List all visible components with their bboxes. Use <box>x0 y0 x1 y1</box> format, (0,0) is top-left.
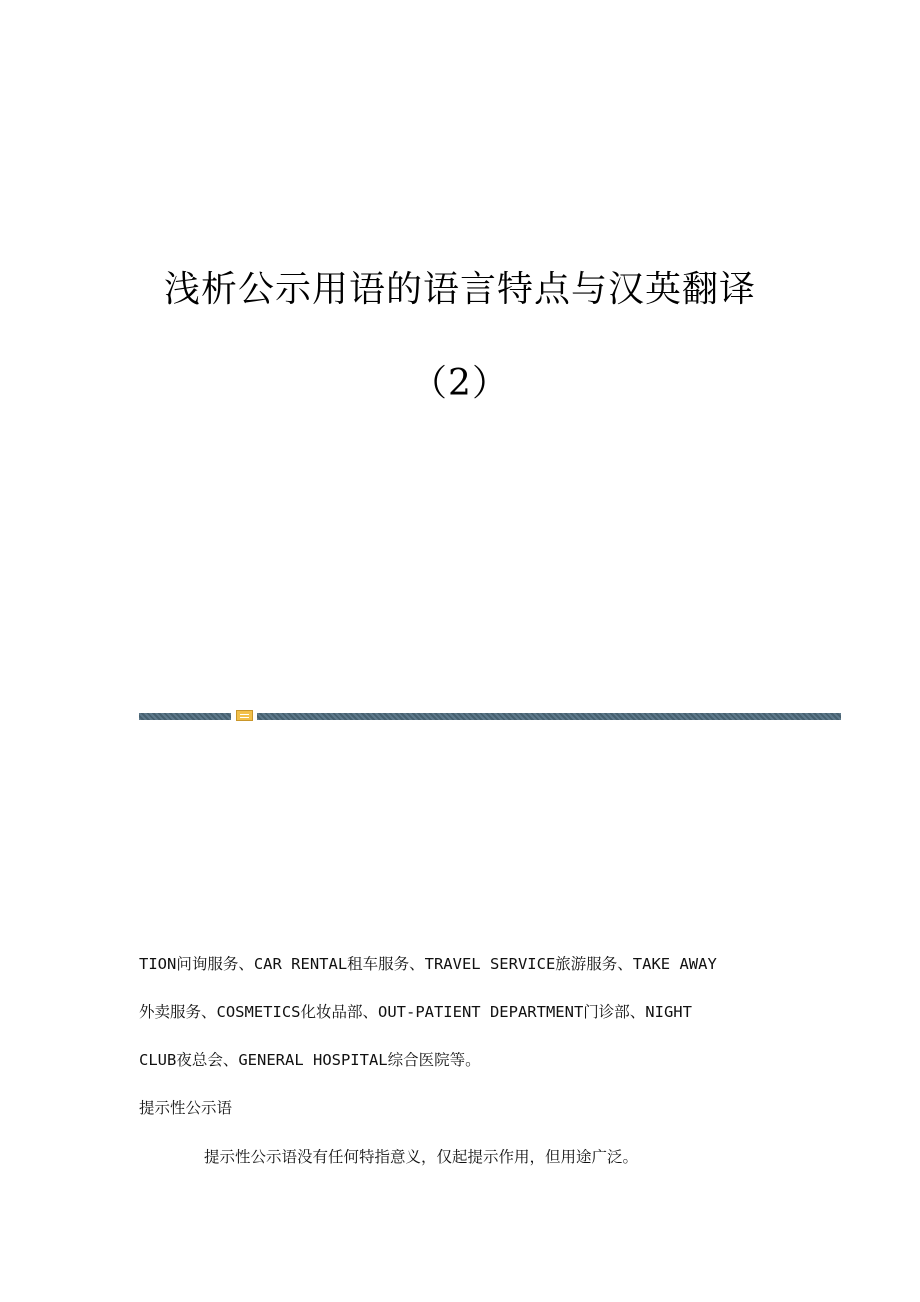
divider-emblem-icon <box>236 710 253 721</box>
document-title-line-1: 浅析公示用语的语言特点与汉英翻译 <box>163 269 756 310</box>
section-paragraph: 提示性公示语没有任何特指意义，仅起提示作用，但用途广泛。 <box>204 1148 639 1166</box>
paragraph-line-2: 外卖服务、COSMETICS化妆品部、OUT-PATIENT DEPARTMENT门诊部、NIGHT <box>139 1003 692 1021</box>
divider-bar-left <box>139 713 231 720</box>
divider-bar-right <box>257 713 841 720</box>
paragraph-line-1: TION问询服务、CAR RENTAL租车服务、TRAVEL SERVICE旅游服务、TAKE AWAY <box>139 955 717 973</box>
document-title-line-2: （2） <box>411 363 509 404</box>
section-heading: 提示性公示语 <box>139 1099 233 1117</box>
paragraph-line-3: CLUB夜总会、GENERAL HOSPITAL综合医院等。 <box>139 1051 481 1069</box>
decorative-divider <box>139 710 841 722</box>
